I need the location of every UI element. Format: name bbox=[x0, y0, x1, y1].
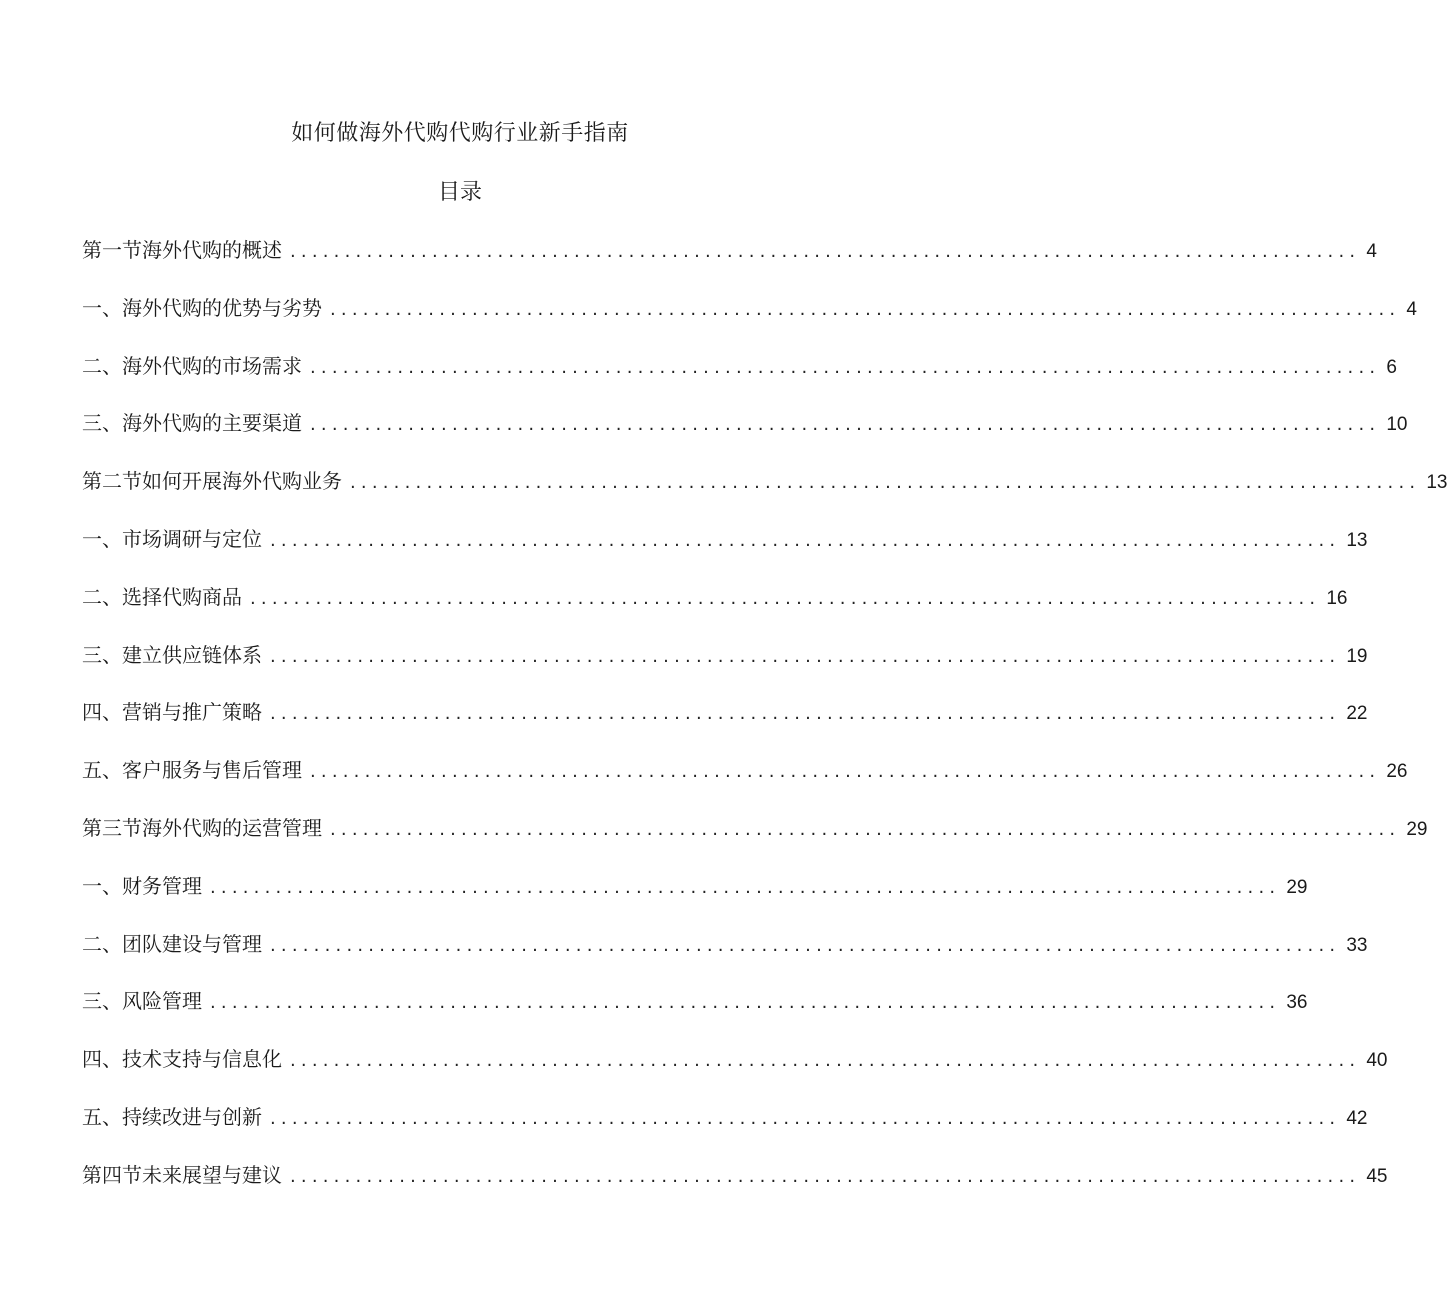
toc-entry[interactable] bbox=[82, 868, 1308, 926]
toc-entry[interactable] bbox=[82, 521, 1368, 579]
toc-page-number: 40 bbox=[1366, 1050, 1388, 1072]
toc-entry[interactable] bbox=[82, 1041, 1388, 1099]
toc-entry-text: 三、建立供应链体系 bbox=[82, 642, 262, 667]
toc-dot-leader: .................................................................................................. bbox=[330, 298, 1401, 320]
toc-page-number: 4 bbox=[1366, 241, 1377, 262]
document-title: 如何做海外代购代购行业新手指南 bbox=[291, 121, 629, 146]
toc-dot-leader: .................................................................................................. bbox=[270, 529, 1341, 551]
toc-dot-leader: .................................................................................................. bbox=[310, 414, 1381, 436]
toc-dot-leader: .................................................................................................. bbox=[350, 472, 1421, 494]
toc-entry-text: 一、海外代购的优势与劣势 bbox=[82, 295, 322, 320]
toc-dot-leader: .................................................................................................. bbox=[270, 645, 1341, 667]
toc-dot-leader: .................................................................................................. bbox=[310, 356, 1381, 378]
toc-entry[interactable] bbox=[82, 752, 1408, 810]
toc-page-number: 22 bbox=[1346, 703, 1368, 725]
toc-page-number: 29 bbox=[1406, 818, 1428, 840]
toc-page-number: 29 bbox=[1286, 876, 1308, 898]
toc-dot-leader: .................................................................................................. bbox=[330, 818, 1401, 840]
toc-entry-text: 二、海外代购的市场需求 bbox=[82, 353, 302, 378]
toc-dot-leader: .................................................................................................. bbox=[310, 761, 1381, 783]
toc-entry[interactable] bbox=[82, 1157, 1388, 1215]
toc-entry[interactable] bbox=[82, 579, 1348, 637]
toc-page-number: 26 bbox=[1386, 761, 1408, 783]
toc-entry-text: 第四节未来展望与建议 bbox=[82, 1162, 282, 1187]
toc-dot-leader: .................................................................................................. bbox=[210, 876, 1281, 898]
toc-dot-leader: .................................................................................................. bbox=[270, 1107, 1341, 1129]
toc-dot-leader: .................................................................................................. bbox=[290, 1165, 1361, 1187]
toc-entry-text: 第一节海外代购的概述 bbox=[82, 238, 282, 262]
toc-page-number: 13 bbox=[1346, 529, 1368, 551]
toc-entry[interactable] bbox=[82, 810, 1428, 868]
toc-entry-text: 二、团队建设与管理 bbox=[82, 931, 262, 956]
toc-entry[interactable] bbox=[82, 926, 1368, 984]
toc-dot-leader: .................................................................................................. bbox=[250, 587, 1321, 609]
toc-entry-text: 第三节海外代购的运营管理 bbox=[82, 815, 322, 840]
toc-entry-text: 五、客户服务与售后管理 bbox=[82, 758, 302, 783]
toc-dot-leader: .................................................................................................. bbox=[210, 992, 1281, 1014]
toc-page-number: 33 bbox=[1346, 934, 1368, 956]
toc-page-number: 4 bbox=[1406, 298, 1417, 320]
toc-entry-text: 一、财务管理 bbox=[82, 873, 202, 898]
toc-page-number: 45 bbox=[1366, 1165, 1388, 1187]
toc-page-number: 36 bbox=[1286, 992, 1308, 1014]
toc-heading: 目录 bbox=[437, 180, 482, 205]
toc-entry-text: 一、市场调研与定位 bbox=[82, 526, 262, 551]
toc-entry[interactable] bbox=[82, 290, 1417, 348]
toc-entry[interactable] bbox=[82, 694, 1368, 752]
toc-entry-text: 三、海外代购的主要渠道 bbox=[82, 411, 302, 436]
toc-entry-text: 四、技术支持与信息化 bbox=[82, 1047, 282, 1072]
toc-page-number: 16 bbox=[1326, 587, 1348, 609]
toc-entry-text: 五、持续改进与创新 bbox=[82, 1104, 262, 1129]
toc-dot-leader: .................................................................................................. bbox=[290, 241, 1361, 262]
toc-dot-leader: .................................................................................................. bbox=[270, 703, 1341, 725]
toc-entry[interactable] bbox=[82, 405, 1408, 463]
toc-entry-text: 四、营销与推广策略 bbox=[82, 700, 262, 725]
toc-page-number: 13 bbox=[1426, 472, 1447, 494]
toc-page-number: 10 bbox=[1386, 414, 1408, 436]
toc-entry[interactable] bbox=[82, 637, 1368, 695]
toc-entry-text: 三、风险管理 bbox=[82, 989, 202, 1014]
toc-dot-leader: .................................................................................................. bbox=[290, 1050, 1361, 1072]
toc-page-number: 19 bbox=[1346, 645, 1368, 667]
toc-entry[interactable] bbox=[82, 348, 1397, 406]
toc-entry[interactable] bbox=[82, 1099, 1368, 1157]
toc-entry-text: 第二节如何开展海外代购业务 bbox=[82, 469, 342, 494]
toc-entry-text: 二、选择代购商品 bbox=[82, 584, 242, 609]
toc-entry[interactable] bbox=[82, 232, 1377, 290]
toc-page-number: 6 bbox=[1386, 356, 1397, 378]
toc-page-number: 42 bbox=[1346, 1107, 1368, 1129]
toc-entry[interactable] bbox=[82, 983, 1308, 1041]
toc-entry[interactable] bbox=[82, 463, 1447, 521]
table-of-contents bbox=[82, 232, 1447, 1215]
toc-dot-leader: .................................................................................................. bbox=[270, 934, 1341, 956]
